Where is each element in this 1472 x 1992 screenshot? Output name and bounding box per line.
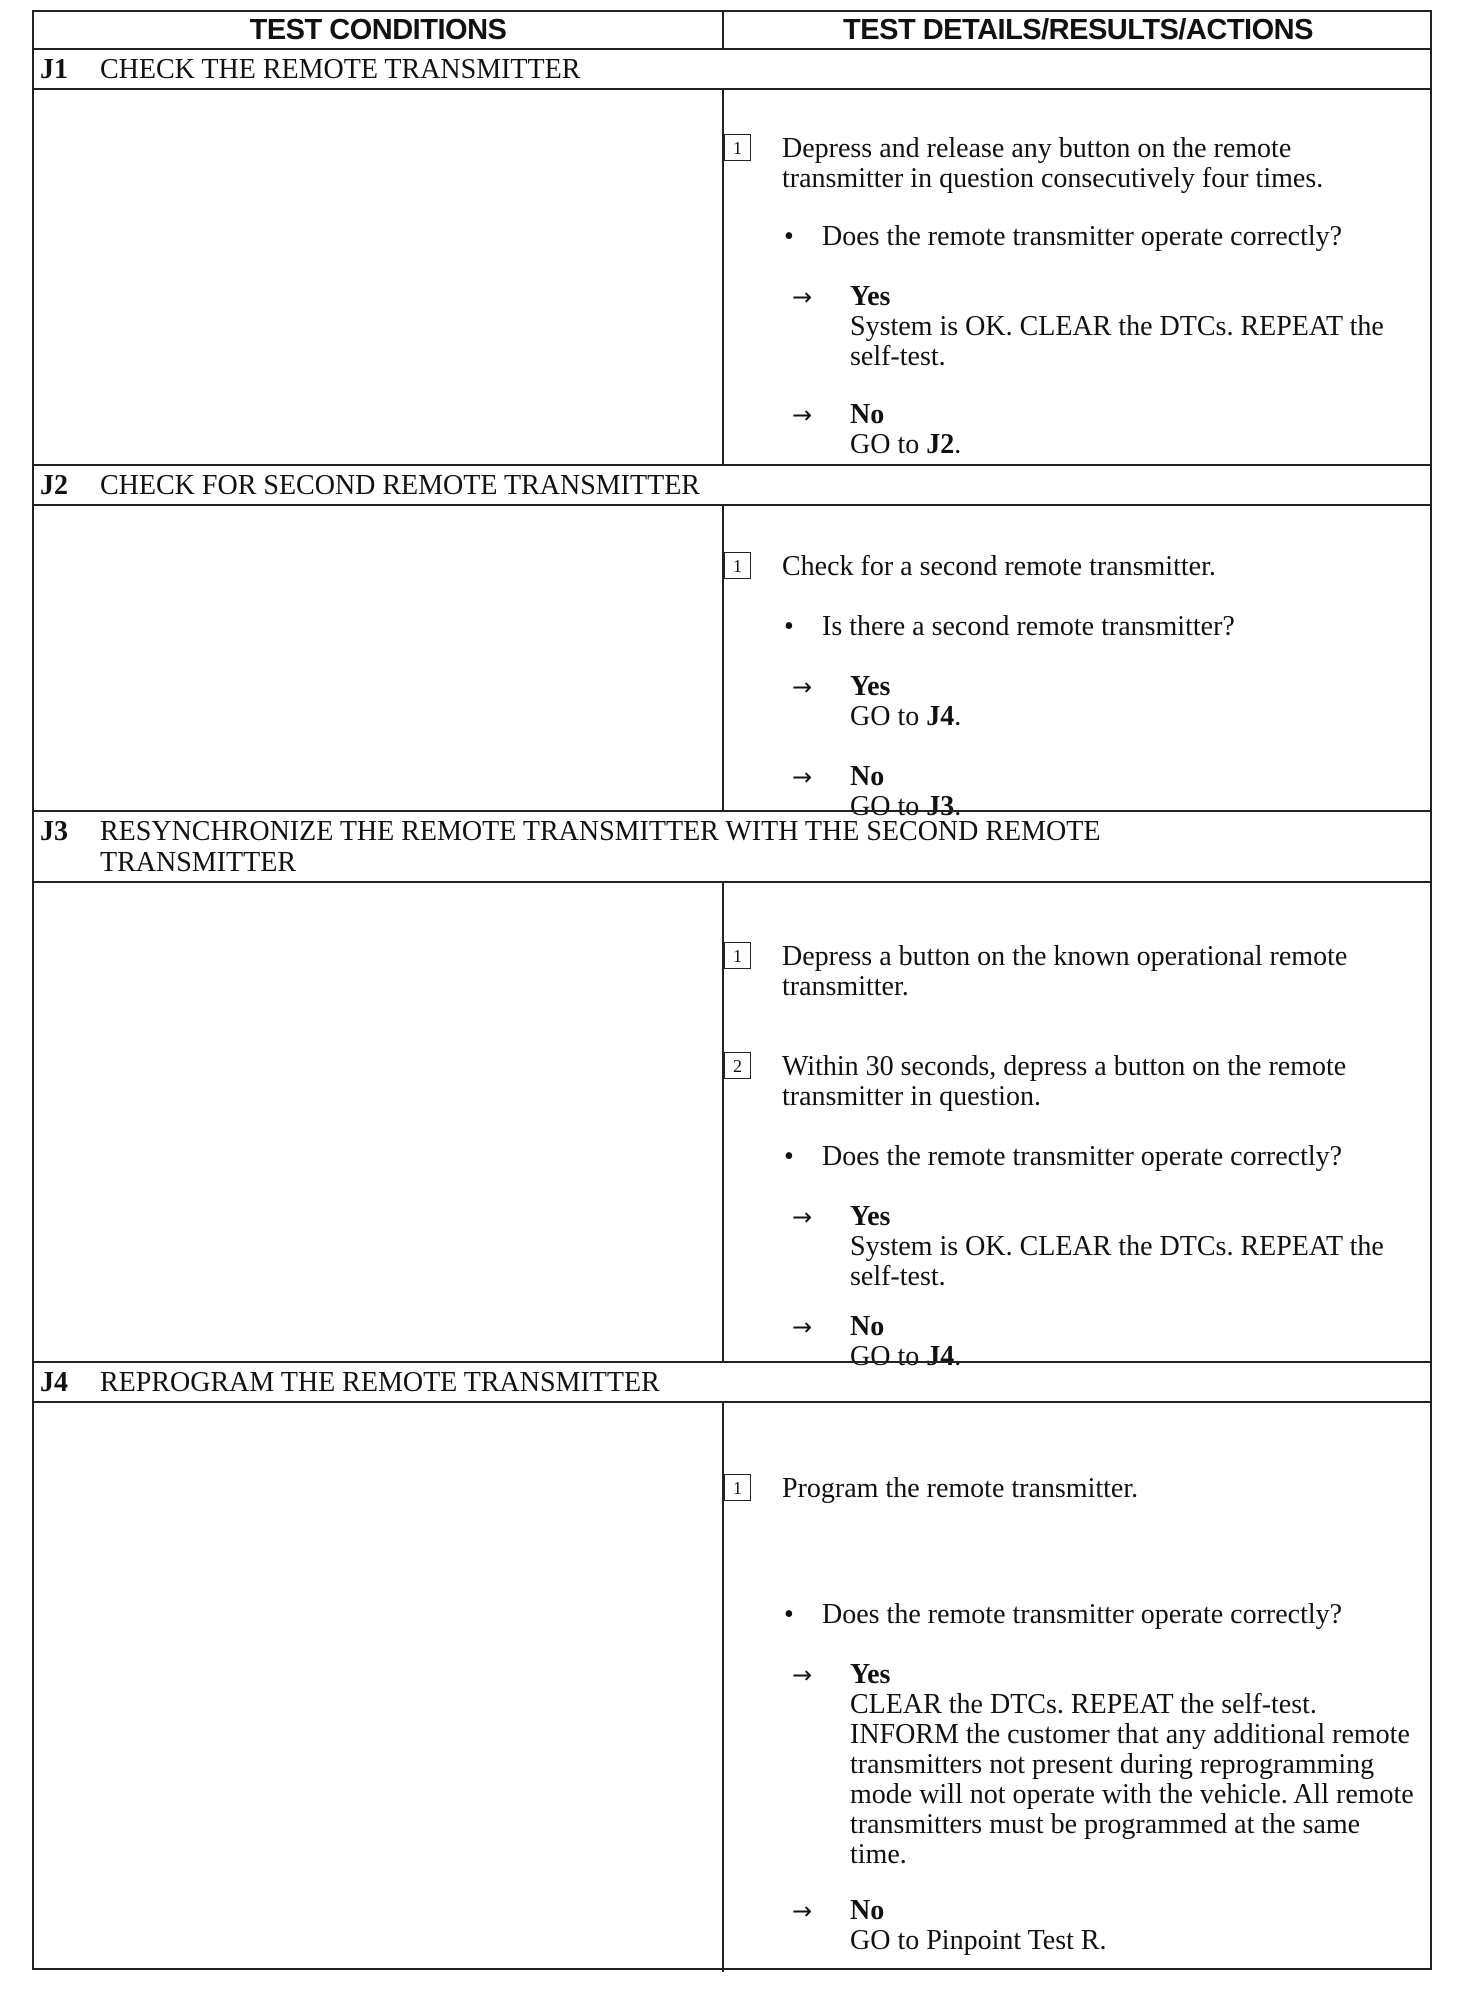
question-text: Is there a second remote transmitter? bbox=[822, 611, 1235, 642]
section-title-text: RESYNCHRONIZE THE REMOTE TRANSMITTER WITH THE SECOND REMOTE bbox=[100, 816, 1101, 847]
j1-answer-no bbox=[792, 400, 1422, 460]
section-id: J2 bbox=[40, 470, 68, 501]
section-id: J3 bbox=[40, 816, 68, 847]
j3-answer-yes bbox=[792, 1202, 1422, 1292]
action-text: GO to bbox=[850, 701, 927, 732]
j4-answer-no bbox=[792, 1896, 1422, 1956]
action-suffix: . bbox=[954, 1341, 962, 1372]
j4-step-1 bbox=[724, 1474, 1414, 1504]
answer-label: Yes bbox=[850, 281, 891, 312]
arrow-right-icon: → bbox=[792, 1897, 813, 1925]
answer-label: No bbox=[850, 399, 885, 430]
divider bbox=[34, 1361, 1430, 1363]
step-number-box: 1 bbox=[724, 942, 751, 969]
diagnostic-table bbox=[32, 10, 1432, 1970]
header-test-details: TEST DETAILS/RESULTS/ACTIONS bbox=[843, 13, 1313, 46]
answer-action: GO to Pinpoint Test R. bbox=[850, 1925, 1107, 1956]
answer-label: No bbox=[850, 1895, 885, 1926]
j3-answer-no bbox=[792, 1312, 1422, 1372]
divider bbox=[34, 464, 1430, 466]
question-text: Does the remote transmitter operate correctly? bbox=[822, 1599, 1343, 1630]
answer-action bbox=[850, 430, 1422, 460]
step-number-box: 1 bbox=[724, 552, 751, 579]
j2-step-1 bbox=[724, 552, 1414, 582]
j4-answer-yes bbox=[792, 1660, 1422, 1900]
answer-label: Yes bbox=[850, 1201, 891, 1232]
arrow-right-icon: → bbox=[792, 1313, 813, 1341]
j1-question bbox=[784, 222, 1434, 252]
j2-question bbox=[784, 612, 1434, 642]
action-text: GO to bbox=[850, 429, 927, 460]
j1-answer-yes bbox=[792, 282, 1422, 372]
arrow-right-icon: → bbox=[792, 1203, 813, 1231]
section-title-text: REPROGRAM THE REMOTE TRANSMITTER bbox=[100, 1367, 660, 1398]
divider bbox=[34, 48, 1430, 50]
column-divider bbox=[722, 504, 724, 810]
section-id: J4 bbox=[40, 1367, 68, 1398]
divider bbox=[34, 88, 1430, 90]
action-text: GO to bbox=[850, 791, 927, 822]
answer-action: System is OK. CLEAR the DTCs. REPEAT the self-test. bbox=[850, 311, 1384, 372]
answer-action: System is OK. CLEAR the DTCs. REPEAT the self-test. bbox=[850, 1231, 1384, 1292]
step-text: Depress and release any button on the remote transmitter in question consecutively four times. bbox=[782, 133, 1324, 194]
step-number-box: 1 bbox=[724, 134, 751, 161]
step-text: Program the remote transmitter. bbox=[782, 1473, 1139, 1504]
answer-label: No bbox=[850, 1311, 885, 1342]
answer-label: Yes bbox=[850, 671, 891, 702]
divider bbox=[34, 504, 1430, 506]
j3-step-2 bbox=[724, 1052, 1414, 1112]
answer-action bbox=[850, 702, 1422, 732]
j4-question bbox=[784, 1600, 1434, 1630]
action-target: J2 bbox=[926, 429, 955, 460]
answer-action: CLEAR the DTCs. REPEAT the self-test. INFORM the customer that any additional remote transmitters not present during reprogramming mode will not operate with the vehicle. All remote transmitters must be programmed at the same time. bbox=[850, 1689, 1414, 1870]
arrow-right-icon: → bbox=[792, 283, 813, 311]
bullet: • bbox=[784, 1141, 794, 1172]
question-text: Does the remote transmitter operate correctly? bbox=[822, 221, 1343, 252]
action-suffix: . bbox=[954, 429, 962, 460]
action-target: J4 bbox=[926, 1341, 955, 1372]
header-test-conditions: TEST CONDITIONS bbox=[249, 13, 507, 46]
j1-step-1 bbox=[724, 134, 1414, 194]
section-id: J1 bbox=[40, 54, 68, 85]
action-text: GO to bbox=[850, 1341, 927, 1372]
action-target: J3 bbox=[926, 791, 955, 822]
divider bbox=[34, 881, 1430, 883]
action-target: J4 bbox=[926, 701, 955, 732]
bullet: • bbox=[784, 1599, 794, 1630]
arrow-right-icon: → bbox=[792, 1661, 813, 1689]
step-text: Check for a second remote transmitter. bbox=[782, 551, 1216, 582]
divider bbox=[34, 810, 1430, 812]
section-title-text: CHECK THE REMOTE TRANSMITTER bbox=[100, 54, 581, 85]
step-text: Depress a button on the known operational remote transmitter. bbox=[782, 941, 1348, 1002]
section-title-text: CHECK FOR SECOND REMOTE TRANSMITTER bbox=[100, 470, 700, 501]
j2-answer-yes bbox=[792, 672, 1422, 732]
bullet: • bbox=[784, 221, 794, 252]
step-text: Within 30 seconds, depress a button on the remote transmitter in question. bbox=[782, 1051, 1347, 1112]
answer-label: Yes bbox=[850, 1659, 891, 1690]
arrow-right-icon: → bbox=[792, 673, 813, 701]
answer-label: No bbox=[850, 761, 885, 792]
j2-answer-no bbox=[792, 762, 1422, 822]
question-text: Does the remote transmitter operate correctly? bbox=[822, 1141, 1343, 1172]
arrow-right-icon: → bbox=[792, 763, 813, 791]
step-number-box: 1 bbox=[724, 1474, 751, 1501]
arrow-right-icon: → bbox=[792, 401, 813, 429]
bullet: • bbox=[784, 611, 794, 642]
j3-step-1 bbox=[724, 942, 1414, 1002]
step-number-box: 2 bbox=[724, 1052, 751, 1079]
action-suffix: . bbox=[954, 701, 962, 732]
j3-question bbox=[784, 1142, 1434, 1172]
divider bbox=[34, 1401, 1430, 1403]
action-suffix: . bbox=[954, 791, 962, 822]
section-title-text: TRANSMITTER bbox=[100, 847, 296, 878]
column-divider bbox=[722, 12, 724, 48]
